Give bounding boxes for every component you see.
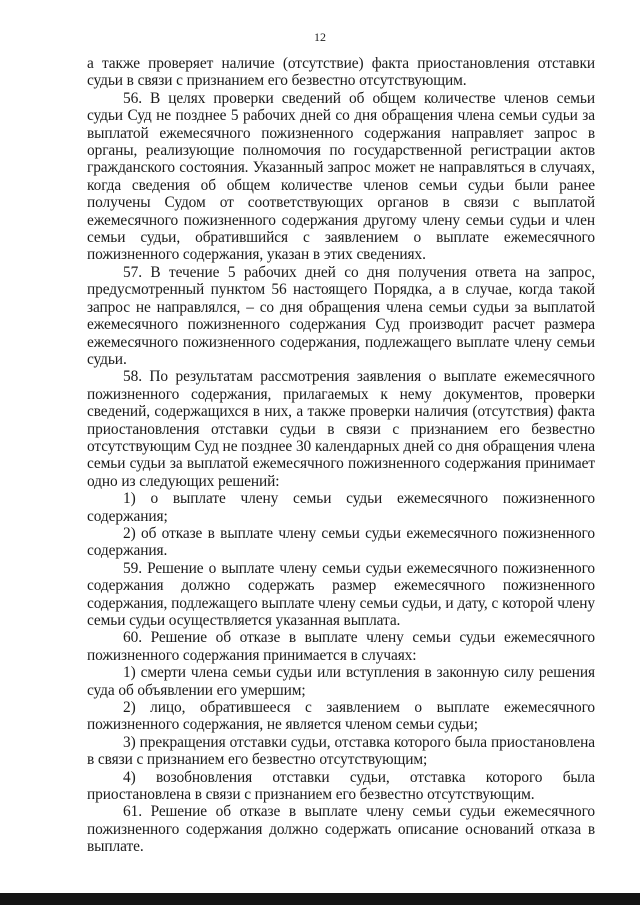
paragraph-60-item-1: 1) смерти члена семьи судьи или вступления в законную силу решения суда об объявлении его умершим; [87,664,595,699]
paragraph-58: 58. По результатам рассмотрения заявления о выплате ежемесячного пожизненного содержания, прилагаемых к нему документов, проверки сведений, содержащихся в них, а также проверки наличия (отсутствия) факта приостановления отставки судьи в связи с признанием его безвестно отсутствующим Суд не позднее 30 календарных дней со дня обращения члена семьи судьи за выплатой ежемесячного пожизненного содержания принимает одно из следующих решений: [87,368,595,490]
paragraph-60-item-2: 2) лицо, обратившееся с заявлением о выплате ежемесячного пожизненного содержания, не является членом семьи судьи; [87,699,595,734]
scan-edge-bar [0,893,640,905]
paragraph-57: 57. В течение 5 рабочих дней со дня получения ответа на запрос, предусмотренный пунктом 56 настоящего Порядка, а в случае, когда такой запрос не направлялся, – со дня обращения члена семьи судьи за выплатой ежемесячного пожизненного содержания Суд производит расчет размера ежемесячного пожизненного содержания, подлежащего выплате члену семьи судьи. [87,263,595,368]
page-number: 12 [314,30,326,44]
paragraph-60-item-4: 4) возобновления отставки судьи, отставка которого была приостановлена в связи с признанием его безвестно отсутствующим. [87,768,595,804]
paragraph-60-item-3: 3) прекращения отставки судьи, отставка которого была приостановлена в связи с признанием его безвестно отсутствующим; [87,733,595,769]
paragraph-58-item-1: 1) о выплате члену семьи судьи ежемесячного пожизненного содержания; [87,490,595,525]
paragraph-60: 60. Решение об отказе в выплате члену семьи судьи ежемесячного пожизненного содержания принимается в случаях: [87,629,595,664]
paragraph-56: 56. В целях проверки сведений об общем количестве членов семьи судьи Суд не позднее 5 рабочих дней со дня обращения члена семьи судьи за выплатой ежемесячного пожизненного содержания направляет запрос в органы, реализующие полномочия по государственной регистрации актов гражданского состояния. Указанный запрос может не направляться в случаях, когда сведения об общем количестве членов семьи судьи были ранее получены Судом от соответствующих органов в связи с выплатой ежемесячного пожизненного содержания другому члену семьи судьи и член семьи судьи, обратившийся с заявлением о выплате ежемесячного пожизненного содержания, указан в этих сведениях. [87,89,595,264]
document-body [87,55,595,856]
paragraph-55-continuation: а также проверяет наличие (отсутствие) факта приостановления отставки судьи в связи с признанием его безвестно отсутствующим. [87,55,595,90]
paragraph-58-item-2: 2) об отказе в выплате члену семьи судьи ежемесячного пожизненного содержания. [87,524,595,560]
paragraph-61: 61. Решение об отказе в выплате члену семьи судьи ежемесячного пожизненного содержания должно содержать описание оснований отказа в выплате. [87,803,595,856]
paragraph-59: 59. Решение о выплате члену семьи судьи ежемесячного пожизненного содержания должно содержать размер ежемесячного пожизненного содержания, подлежащего выплате члену семьи судьи, и дату, с которой члену семьи судьи осуществляется указанная выплата. [87,559,595,629]
